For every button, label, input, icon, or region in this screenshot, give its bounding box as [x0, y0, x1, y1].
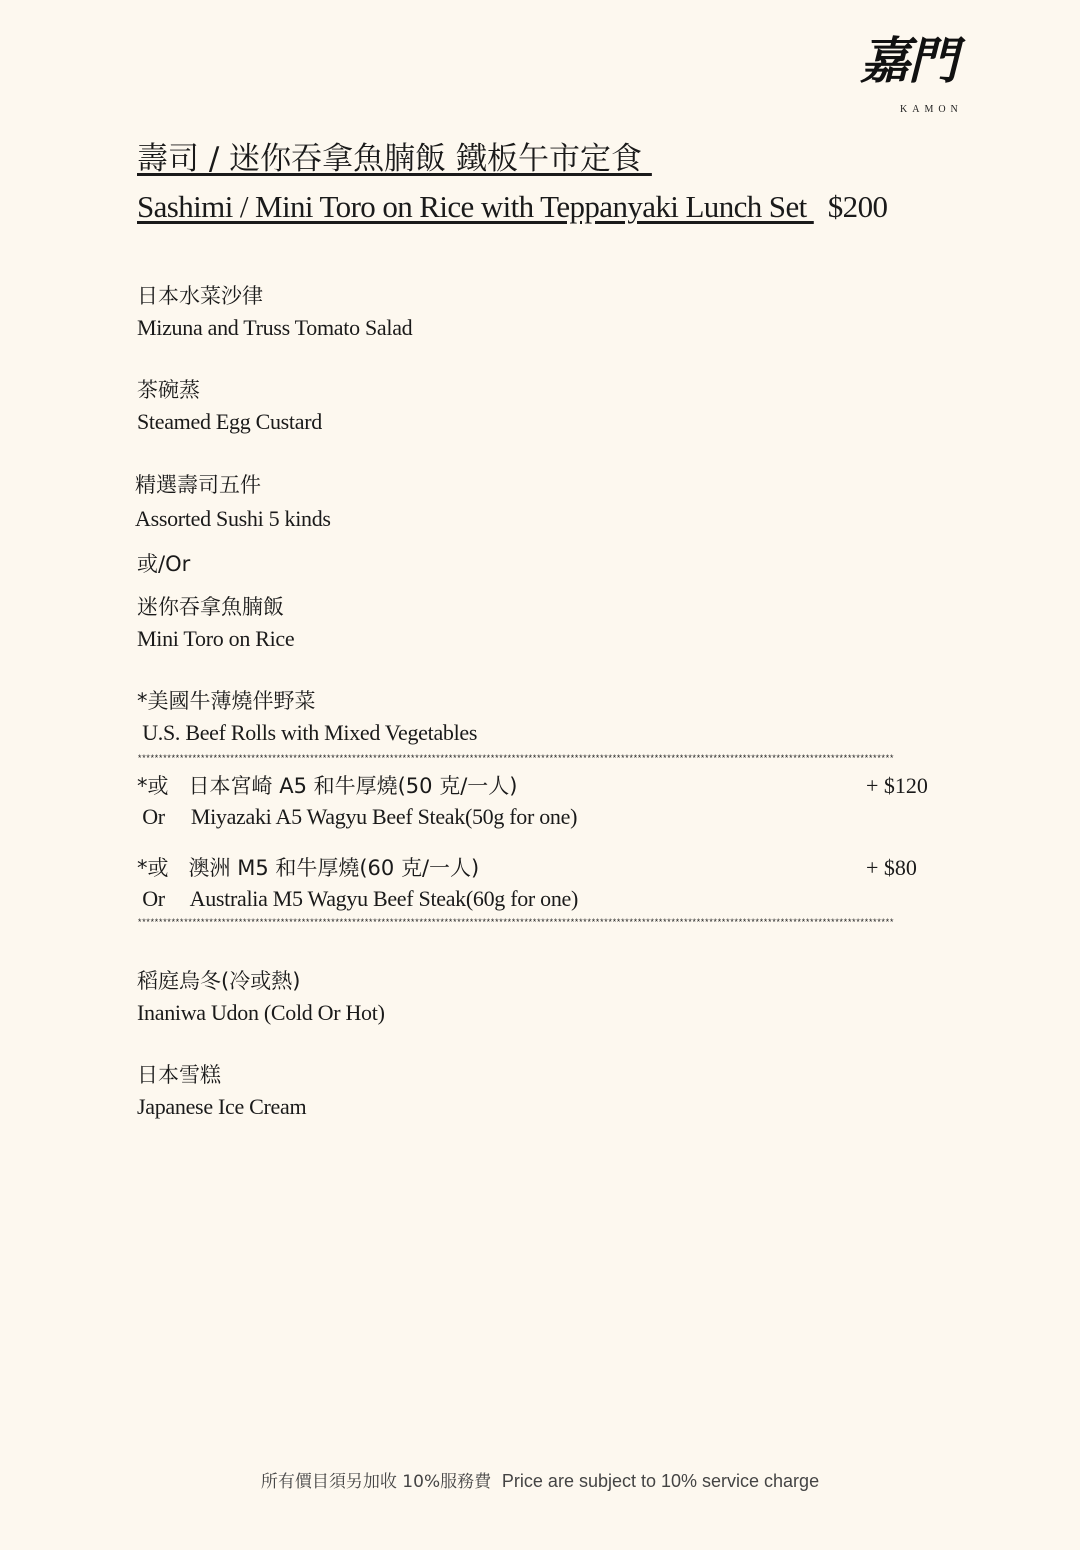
course-custard-en: Steamed Egg Custard — [137, 409, 322, 434]
service-charge-note — [0, 1468, 1080, 1495]
course-icecream-zh: 日本雪糕 — [137, 1063, 221, 1087]
set-title-chinese: 壽司 / 迷你吞拿魚腩飯 鐵板午市定食 — [137, 141, 652, 177]
logo-glyphs: 嘉門 — [860, 31, 956, 90]
course-salad-zh: 日本水菜沙律 — [137, 284, 263, 308]
course-beef-en: U.S. Beef Rolls with Mixed Vegetables — [137, 720, 478, 745]
course-udon-zh: 稻庭烏冬(冷或熱) — [137, 969, 301, 993]
course-icecream-en: Japanese Ice Cream — [137, 1094, 307, 1119]
upgrade-m5-zh: *或 澳洲 M5 和牛厚燒(60 克/一人) — [137, 856, 480, 880]
course-sushi-zh: 精選壽司五件 — [135, 473, 261, 497]
service-charge-zh: 所有價目須另加收 10%服務費 — [260, 1472, 492, 1492]
set-price: $200 — [827, 189, 888, 224]
course-sushi-en: Assorted Sushi 5 kinds — [135, 506, 331, 531]
set-title-english-text: Sashimi / Mini Toro on Rice with Teppanyaki Lunch Set — [137, 189, 814, 224]
course-or-divider: 或/Or — [137, 552, 191, 576]
separator-bottom: ************************************************************************************************************************************************************************************ — [137, 918, 894, 928]
course-custard-zh: 茶碗蒸 — [137, 378, 200, 402]
upgrade-a5-en: Or Miyazaki A5 Wagyu Beef Steak(50g for one) — [137, 804, 578, 829]
service-charge-en: Price are subject to 10% service charge — [501, 1471, 820, 1491]
upgrade-m5-en: Or Australia M5 Wagyu Beef Steak(60g for one) — [137, 886, 579, 911]
upgrade-m5-price: + $80 — [866, 855, 917, 880]
separator-top: ************************************************************************************************************************************************************************************ — [137, 754, 894, 764]
upgrade-a5-price: + $120 — [866, 773, 928, 798]
course-salad-en: Mizuna and Truss Tomato Salad — [137, 315, 413, 340]
logo-name: KAMON — [900, 104, 963, 115]
course-toro-zh: 迷你吞拿魚腩飯 — [137, 595, 284, 619]
course-udon-en: Inaniwa Udon (Cold Or Hot) — [137, 1000, 385, 1025]
set-title-english — [137, 186, 887, 228]
course-toro-en: Mini Toro on Rice — [137, 626, 295, 651]
upgrade-a5-zh: *或 日本宮崎 A5 和牛厚燒(50 克/一人) — [137, 774, 518, 798]
kamon-logo — [860, 30, 975, 120]
course-beef-zh: *美國牛薄燒伴野菜 — [137, 689, 316, 713]
